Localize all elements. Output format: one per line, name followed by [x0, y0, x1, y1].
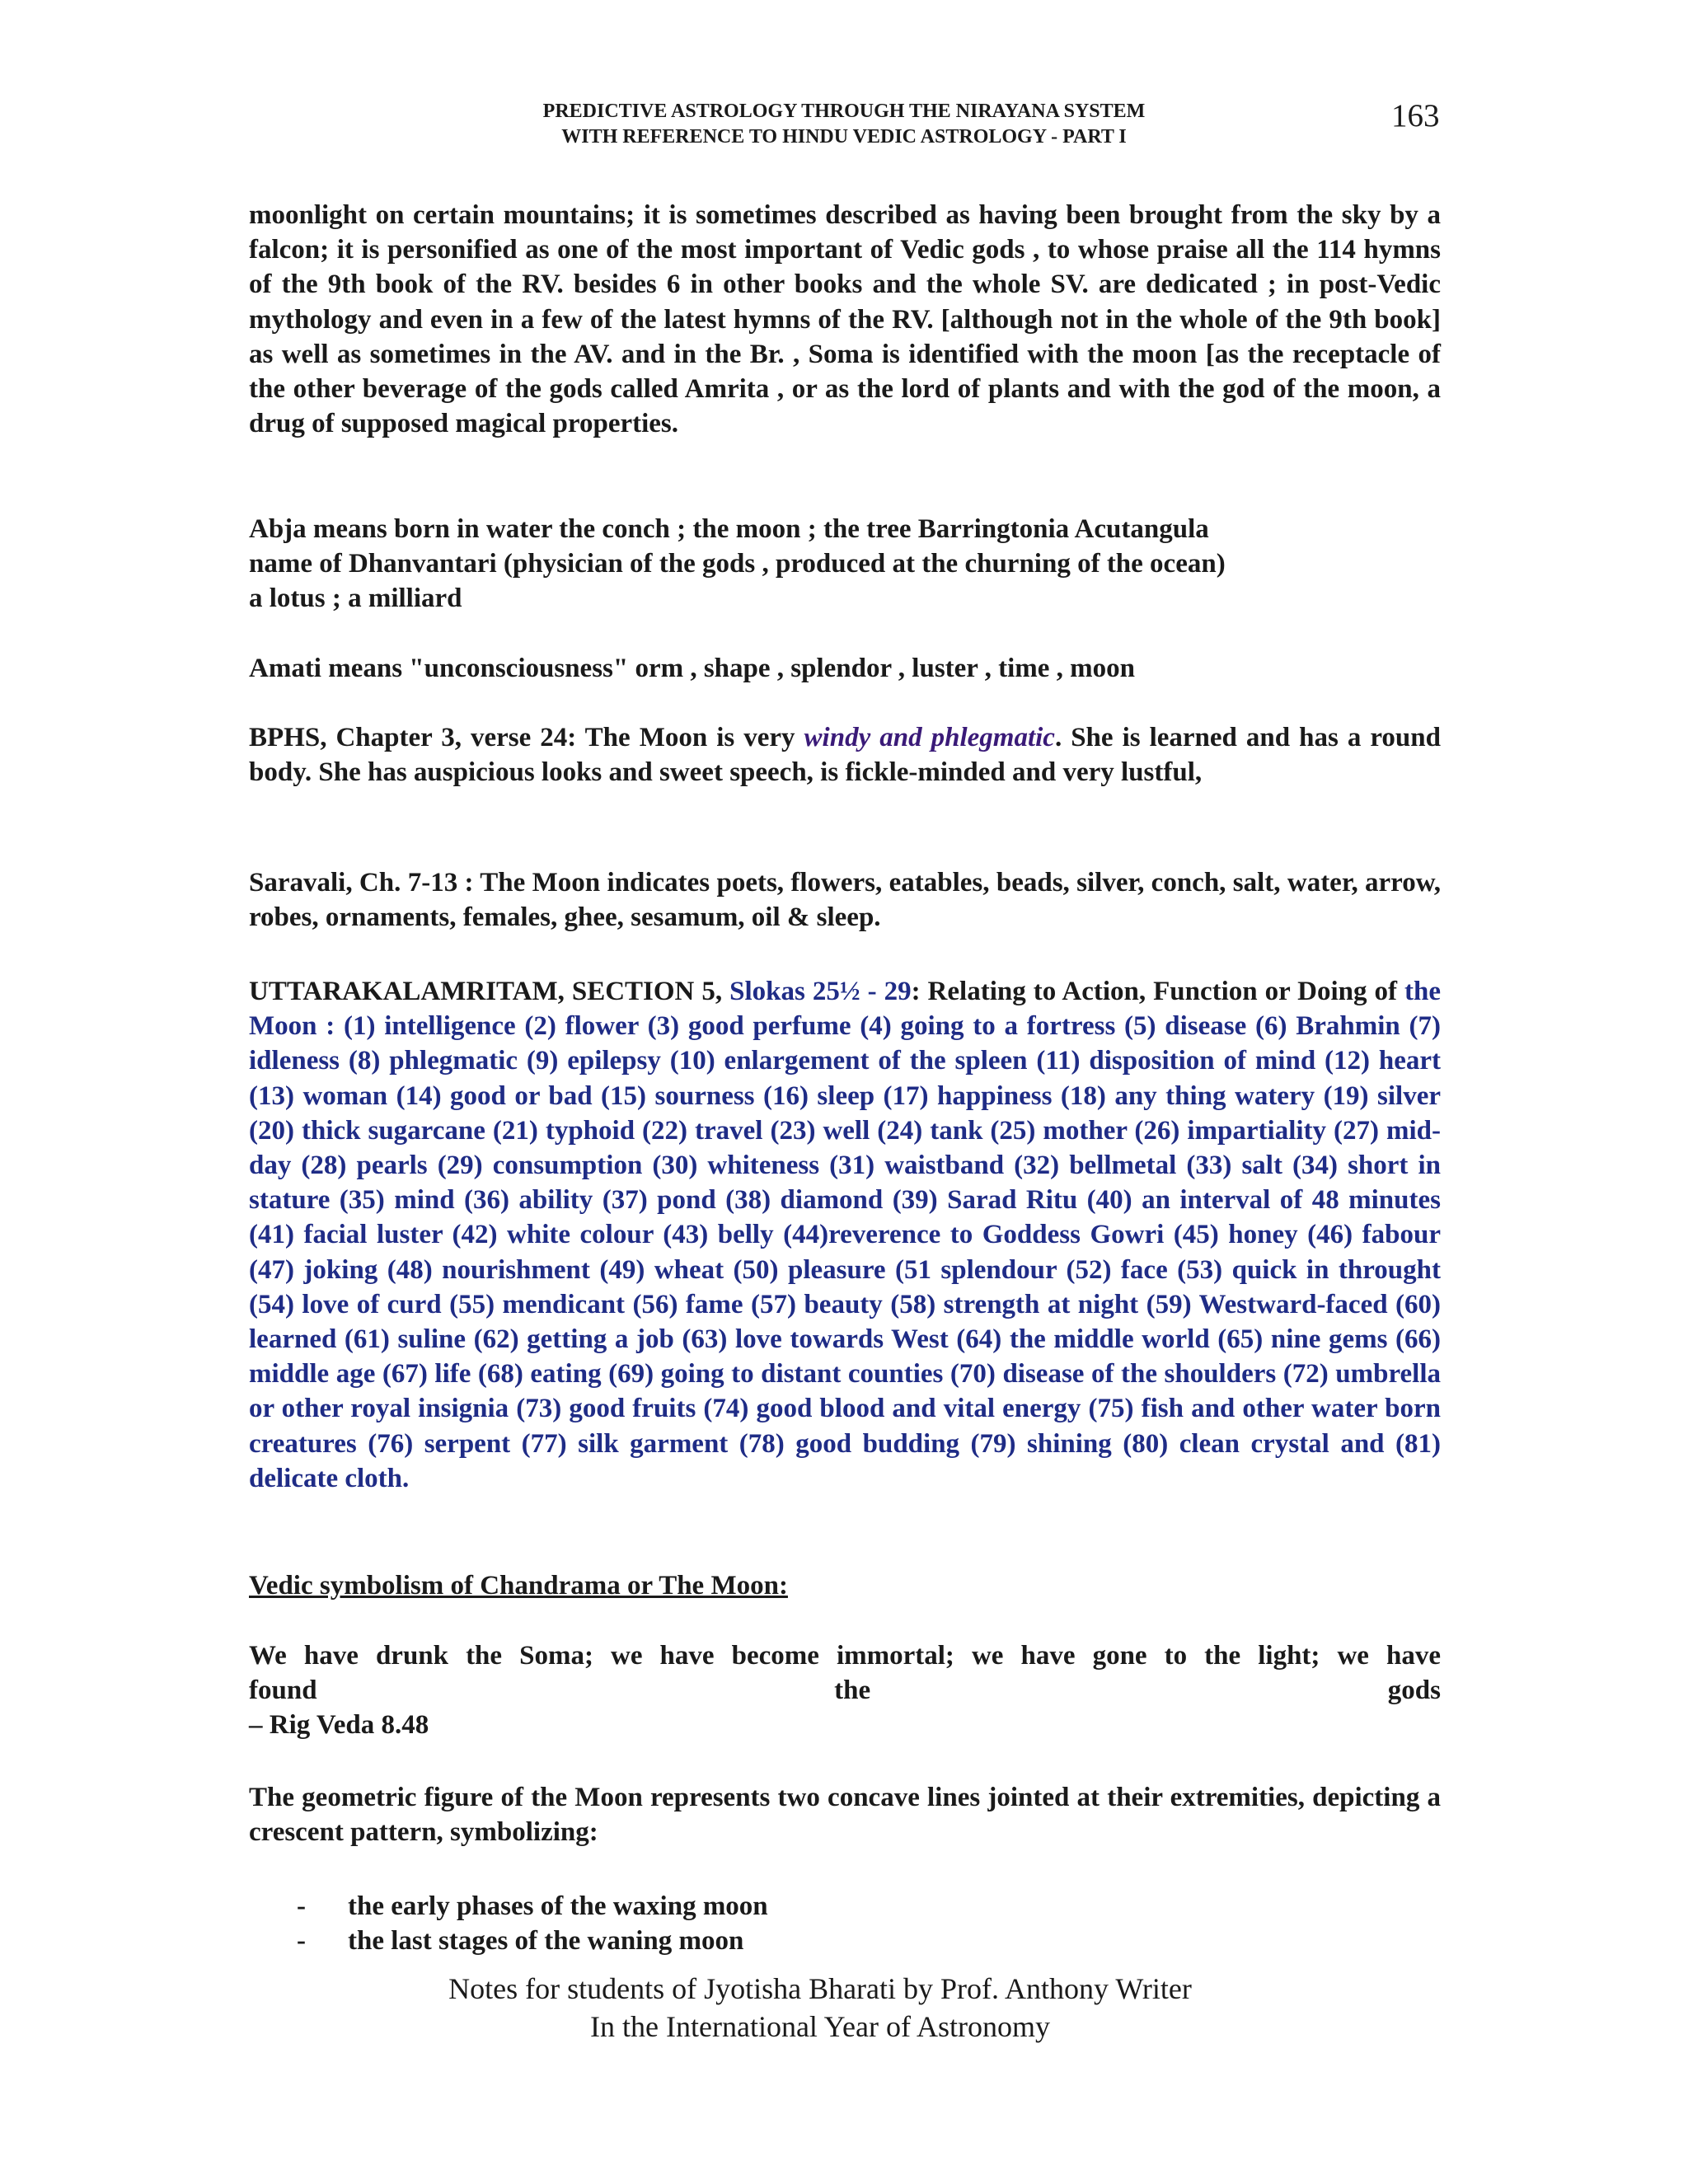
vedic-symbolism-heading — [249, 1568, 1441, 1603]
page-number: 163 — [1391, 98, 1440, 134]
quote-attribution: – Rig Veda 8.48 — [249, 1710, 429, 1741]
header-line-1: PREDICTIVE ASTROLOGY THROUGH THE NIRAYANA SYSTEM — [542, 101, 1146, 122]
geometric-paragraph — [249, 1780, 1441, 1849]
soma-paragraph — [249, 198, 1441, 441]
uttara-slokas: Slokas 25½ - 29 — [729, 977, 912, 1006]
uttarakalamritam-paragraph — [249, 974, 1441, 1496]
bphs-paragraph — [249, 720, 1441, 790]
quote-line-1 — [249, 1638, 1441, 1673]
list-item — [249, 1924, 1441, 1958]
bullet-text: the last stages of the waning moon — [348, 1926, 744, 1957]
abja-line-2: name of Dhanvantari (physician of the gods , produced at the churning of the ocean) — [249, 549, 1226, 579]
abja-line-1: Abja means born in water the conch ; the moon ; the tree Barringtonia Acutangula — [249, 514, 1209, 544]
page-footer — [0, 1970, 1640, 2046]
uttara-colon: : Relating to Action, Function or Doing of — [911, 977, 1404, 1006]
uttara-lead: UTTARAKALAMRITAM, SECTION 5, — [249, 977, 730, 1006]
rig-veda-quote — [249, 1638, 1441, 1743]
footer-line-2: In the International Year of Astronomy — [590, 2010, 1050, 2043]
amati-paragraph — [249, 651, 1441, 686]
quote-word-gods: gods — [1387, 1675, 1441, 1706]
quote-line-2 — [249, 1673, 1441, 1708]
quote-word-the: the — [834, 1675, 871, 1706]
bullet-text: the early phases of the waxing moon — [348, 1891, 768, 1921]
header-line-2: WITH REFERENCE TO HINDU VEDIC ASTROLOGY - PART I — [561, 126, 1127, 148]
bphs-highlight: windy and phlegmatic — [804, 723, 1055, 752]
symbol-list — [249, 1889, 1441, 1958]
abja-paragraph — [249, 512, 1441, 616]
soma-paragraph-text: moonlight on certain mountains; it is sometimes described as having been brought from the sky by a falcon; it is personified as one of the most important of Vedic gods , to whose praise all the 114 hymns of the 9th book of the RV. besides 6 in other books and the whole SV. are dedicated ; in post-Vedic mythology and even in a few of the latest hymns of the RV. [although not in the whole of the 9th book] as well as sometimes in the AV. and in the Br. , Soma is identified with the moon [as the receptacle of the other beverage of the gods called Amrita , or as the lord of plants and with the god of the moon, a drug of supposed magical properties. — [249, 200, 1441, 439]
bullet-dash: - — [297, 1926, 306, 1957]
bullet-dash: - — [297, 1891, 306, 1921]
amati-text: Amati means "unconsciousness" orm , shape , splendor , luster , time , moon — [249, 654, 1135, 683]
footer-line-1: Notes for students of Jyotisha Bharati by Prof. Anthony Writer — [448, 1972, 1192, 2005]
saravali-paragraph — [249, 865, 1441, 935]
abja-line-3: a lotus ; a milliard — [249, 583, 462, 614]
uttara-list: the Moon : (1) intelligence (2) flower (3) good perfume (4) going to a fortress (5) disease (6) Brahmin (7) idleness (8) phlegmatic (9) epilepsy (10) enlargement of the spleen (11) disposition of mind (12) heart (13) woman (14) good or bad (15) sourness (16) sleep (17) happiness (18) any thing watery (19) silver (20) thick sugarcane (21) typhoid (22) travel (23) well (24) tank (25) mother (26) impartiality (27) mid-day (28) pearls (29) consumption (30) whiteness (31) waistband (32) bellmetal (33) salt (34) short in stature (35) mind (36) ability (37) pond (38) diamond (39) Sarad Ritu (40) an interval of 48 minutes (41) facial luster (42) white colour (43) belly (44)reverence to Goddess Gowri (45) honey (46) fabour (47) joking (48) nourishment (49) wheat (50) pleasure (51 splendour (52) face (53) quick in throught (54) love of curd (55) mendicant (56) fame (57) beauty (58) strength at night (59) Westward-faced (60) learned (61) suline (62) getting a job (63) love towards West (64) the middle world (65) nine gems (66) middle age (67) life (68) eating (69) going to distant counties (70) disease of the shoulders (72) umbrella or other royal insignia (73) good fruits (74) good blood and vital energy (75) fish and other water born creatures (76) serpent (77) silk garment (78) good budding (79) shining (80) clean crystal and (81) delicate cloth. — [249, 977, 1441, 1493]
list-item — [249, 1889, 1441, 1924]
geometric-text: The geometric figure of the Moon represents two concave lines jointed at their extremities, depicting a crescent pattern, symbolizing: — [249, 1783, 1441, 1848]
quote-line-1-text: We have drunk the Soma; we have become immortal; we have gone to the light; we have — [249, 1641, 1441, 1671]
saravali-text: Saravali, Ch. 7-13 : The Moon indicates poets, flowers, eatables, beads, silver, conch, salt, water, arrow, robes, ornaments, females, ghee, sesamum, oil & sleep. — [249, 868, 1441, 933]
vedic-heading-text: Vedic symbolism of Chandrama or The Moon: — [249, 1571, 788, 1601]
quote-word-found: found — [249, 1675, 317, 1706]
bphs-before: BPHS, Chapter 3, verse 24: The Moon is very — [249, 723, 804, 752]
bphs-after: . She is learned and has a round body. She has auspicious looks and sweet speech, is fickle-minded and very lustful, — [249, 723, 1441, 788]
